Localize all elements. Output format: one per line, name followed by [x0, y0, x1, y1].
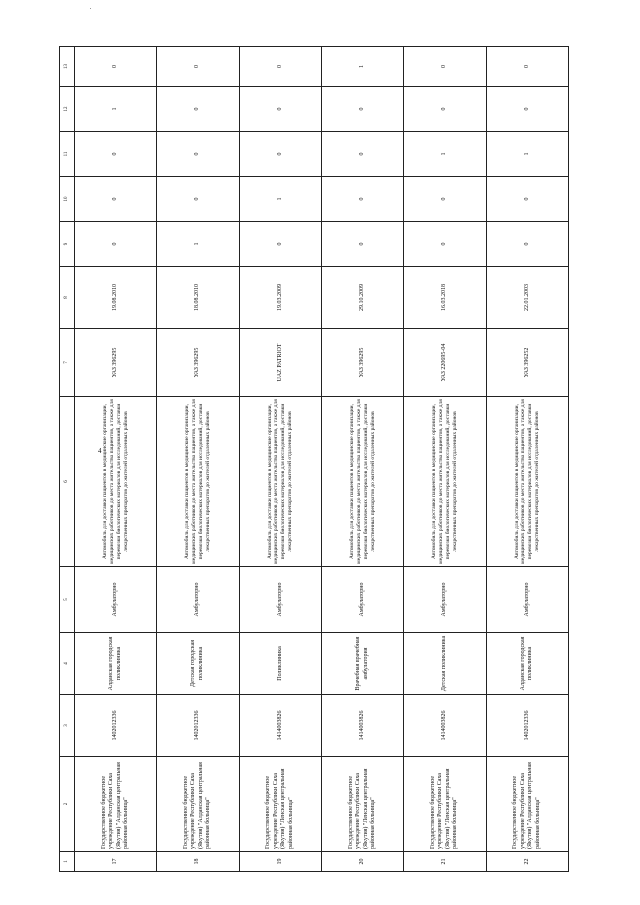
col-num: 7 — [60, 329, 75, 397]
col-num: 11 — [60, 132, 75, 177]
table-row — [486, 47, 568, 872]
value-11: 0 — [321, 132, 403, 177]
registration-date: 18.08.2010 — [157, 267, 239, 329]
col-num: 9 — [60, 222, 75, 267]
vehicle-model: УАЗ 396295 — [157, 329, 239, 397]
vehicle-model: УАЗ 396252 — [486, 329, 568, 397]
row-number: 20 — [321, 852, 403, 872]
inn: 1402012336 — [486, 695, 568, 757]
vehicle-purpose: Автомобиль для доставки пациентов в медицинские организации, медицинских работников до места жительства пациентов, а также для перевозки биологических материалов для исследований, доставки лекарственных препаратов до жителей отдаленных районов — [239, 397, 321, 567]
care-type: Амбулаторно — [404, 567, 486, 633]
care-type: Амбулаторно — [321, 567, 403, 633]
department: Врачебная врачебная амбулатория — [321, 633, 403, 695]
scan-speck — [90, 8, 91, 9]
col-num: 8 — [60, 267, 75, 329]
value-10: 0 — [486, 177, 568, 222]
table-row — [157, 47, 239, 872]
registration-date: 16.03.2018 — [404, 267, 486, 329]
col-num: 5 — [60, 567, 75, 633]
vehicle-model: УАЗ 396295 — [321, 329, 403, 397]
vehicle-purpose: Автомобиль для доставки пациентов в медицинские организации, медицинских работников до места жительства пациентов, а также для перевозки биологических материалов для исследований, доставки лекарственных препаратов до жителей отдаленных районов — [404, 397, 486, 567]
value-11: 0 — [75, 132, 157, 177]
care-type: Амбулаторно — [75, 567, 157, 633]
registration-date: 19.03.2009 — [239, 267, 321, 329]
value-10: 0 — [75, 177, 157, 222]
registration-date: 29.10.2009 — [321, 267, 403, 329]
row-number: 17 — [75, 852, 157, 872]
row-number: 19 — [239, 852, 321, 872]
value-12: 0 — [404, 87, 486, 132]
inn: 1402012336 — [157, 695, 239, 757]
department: Алданская городская поликлиника — [486, 633, 568, 695]
value-13: 0 — [157, 47, 239, 87]
organization: Государственное бюджетное учреждение Республики Саха (Якутия) "Алданская центральная районная больница" — [157, 757, 239, 852]
value-12: 0 — [321, 87, 403, 132]
value-12: 0 — [239, 87, 321, 132]
value-13: 1 — [321, 47, 403, 87]
vehicle-purpose: Автомобиль для доставки пациентов в медицинские организации, медицинских работников до места жительства пациентов, а также для перевозки биологических материалов для исследований, доставки лекарственных препаратов до жителей отдаленных районов — [321, 397, 403, 567]
department: Алданская городская поликлиника — [75, 633, 157, 695]
inn: 1414003826 — [404, 695, 486, 757]
value-11: 0 — [239, 132, 321, 177]
value-10: 1 — [239, 177, 321, 222]
value-9: 0 — [75, 222, 157, 267]
care-type: Амбулаторно — [486, 567, 568, 633]
col-num: 12 — [60, 87, 75, 132]
row-number: 22 — [486, 852, 568, 872]
organization: Государственное бюджетное учреждение Республики Саха (Якутия) "Ленская центральная районная больница" — [239, 757, 321, 852]
value-9: 0 — [321, 222, 403, 267]
vehicle-purpose: Автомобиль для доставки пациентов в медицинские организации, медицинских работников до места жительства пациентов, а также для перевозки биологических материалов для исследований, доставки лекарственных препаратов до жителей отдаленных районов — [486, 397, 568, 567]
value-13: 0 — [239, 47, 321, 87]
col-num: 13 — [60, 47, 75, 87]
vehicle-purpose: Автомобиль для доставки пациентов в медицинские организации, медицинских работников до места жительства пациентов, а также для перевозки биологических материалов для исследований, доставки лекарственных препаратов до жителей отдаленных районов — [75, 397, 157, 567]
row-number: 18 — [157, 852, 239, 872]
table-row — [75, 47, 157, 872]
organization: Государственное бюджетное учреждение Республики Саха (Якутия) "Ленская центральная районная больница" — [404, 757, 486, 852]
department: Поликлиника — [239, 633, 321, 695]
value-9: 0 — [486, 222, 568, 267]
care-type: Амбулаторно — [239, 567, 321, 633]
vehicle-model: UAZ PATRIOT — [239, 329, 321, 397]
value-11: 1 — [404, 132, 486, 177]
value-10: 0 — [404, 177, 486, 222]
vehicle-registry-sheet — [59, 47, 569, 872]
value-12: 0 — [157, 87, 239, 132]
table-row — [239, 47, 321, 872]
value-11: 1 — [486, 132, 568, 177]
vehicle-model: УАЗ 220695-04 — [404, 329, 486, 397]
inn: 1414003826 — [239, 695, 321, 757]
organization: Государственное бюджетное учреждение Республики Саха (Якутия) "Алданская центральная районная больница" — [75, 757, 157, 852]
value-11: 0 — [157, 132, 239, 177]
table-row — [404, 47, 486, 872]
column-number-row — [60, 47, 75, 872]
col-num: 4 — [60, 633, 75, 695]
department: Детская поликлиника — [404, 633, 486, 695]
registration-date: 19.08.2010 — [75, 267, 157, 329]
inn: 1414003826 — [321, 695, 403, 757]
value-10: 0 — [157, 177, 239, 222]
inn: 1402012336 — [75, 695, 157, 757]
value-10: 0 — [321, 177, 403, 222]
value-12: 0 — [486, 87, 568, 132]
value-13: 0 — [404, 47, 486, 87]
col-num: 2 — [60, 757, 75, 852]
value-9: 0 — [404, 222, 486, 267]
col-num: 1 — [60, 852, 75, 872]
registration-date: 22.01.2003 — [486, 267, 568, 329]
col-num: 10 — [60, 177, 75, 222]
organization: Государственное бюджетное учреждение Республики Саха (Якутия) "Алданская центральная районная больница" — [486, 757, 568, 852]
value-13: 0 — [486, 47, 568, 87]
value-9: 1 — [157, 222, 239, 267]
organization: Государственное бюджетное учреждение Республики Саха (Якутия) "Ленская центральная районная больница" — [321, 757, 403, 852]
value-9: 0 — [239, 222, 321, 267]
care-type: Амбулаторно — [157, 567, 239, 633]
value-13: 0 — [75, 47, 157, 87]
value-12: 1 — [75, 87, 157, 132]
table-row — [321, 47, 403, 872]
vehicle-model: УАЗ 396295 — [75, 329, 157, 397]
department: Детская городская поликлиника — [157, 633, 239, 695]
page-number: 4 — [98, 447, 102, 455]
row-number: 21 — [404, 852, 486, 872]
vehicle-registry-table — [59, 46, 569, 872]
col-num: 6 — [60, 397, 75, 567]
vehicle-purpose: Автомобиль для доставки пациентов в медицинские организации, медицинских работников до места жительства пациентов, а также для перевозки биологических материалов для исследований, доставки лекарственных препаратов до жителей отдаленных районов — [157, 397, 239, 567]
col-num: 3 — [60, 695, 75, 757]
